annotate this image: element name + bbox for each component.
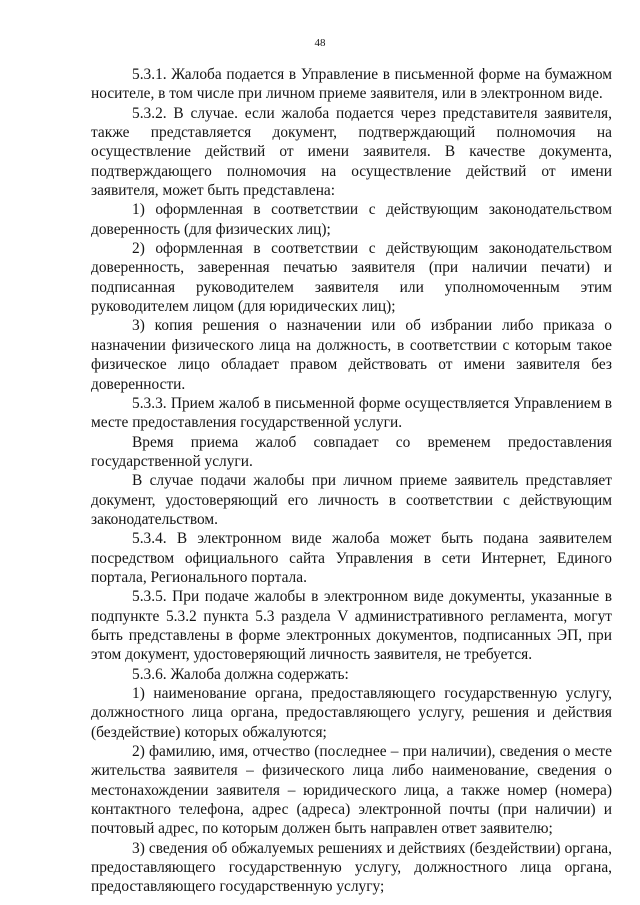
paragraph-5-3-3: 5.3.3. Прием жалоб в письменной форме осуществляется Управлением в месте предоставления государственной услуги. xyxy=(91,394,612,432)
list-item-appointment-decision-copy: 3) копия решения о назначении или об избрании либо приказа о назначении физического лица на должность, в соответствии с которым такое физическое лицо обладает правом действовать от имени заявителя без доверенности. xyxy=(91,317,612,393)
paragraph-5-3-4: 5.3.4. В электронном виде жалоба может быть подана заявителем посредством официального сайта Управления в сети Интернет, Единого портала, Регионального портала. xyxy=(91,530,612,586)
paragraph-5-3-2: 5.3.2. В случае. если жалоба подается через представителя заявителя, также представляется документ, подтверждающий полномочия на осуществление действий от имени заявителя. В качестве документа, подтверждающего полномочия на осуществление действий от имени заявителя, может быть представлена: xyxy=(91,104,612,200)
paragraph-5-3-5: 5.3.5. При подаче жалобы в электронном виде документы, указанные в подпункте 5.3.2 пункта 5.3 раздела V административного регламента, могут быть представлены в форме электронных документов, подписанных ЭП, при этом документ, удостоверяющий личность заявителя, не требуется. xyxy=(91,588,612,664)
paragraph-5-3-1: 5.3.1. Жалоба подается в Управление в письменной форме на бумажном носителе, в том числе при личном приеме заявителя, или в электронном виде. xyxy=(91,66,612,103)
paragraph-reception-time: Время приема жалоб совпадает со временем предоставления государственной услуги. xyxy=(91,433,612,470)
list-item-power-of-attorney-individuals: 1) оформленная в соответствии с действующим законодательством доверенность (для физических лиц); xyxy=(91,201,612,238)
list-item-appealed-decisions: 3) сведения об обжалуемых решениях и действиях (бездействии) органа, предоставляющего государственную услугу, должностного лица органа, предоставляющего государственную услугу; xyxy=(91,839,612,896)
list-item-body-name: 1) наименование органа, предоставляющего государственную услугу, должностного лица органа, предоставляющего услугу, решения и действия (бездействие) которых обжалуются; xyxy=(91,685,612,741)
paragraph-personal-reception: В случае подачи жалобы при личном приеме заявитель представляет документ, удостоверяющий его личность в соответствии с действующим законодательством. xyxy=(91,472,612,528)
document-body xyxy=(91,65,612,897)
paragraph-5-3-6: 5.3.6. Жалоба должна содержать: xyxy=(132,665,349,683)
list-item-power-of-attorney-legal-entities: 2) оформленная в соответствии с действующим законодательством доверенность, заверенная печатью заявителя (при наличии печати) и подписанная руководителем заявителя или уполномоченным этим руководителем лицом (для юридических лиц); xyxy=(91,240,612,316)
page-number: 48 xyxy=(314,37,326,49)
list-item-applicant-details: 2) фамилию, имя, отчество (последнее – при наличии), сведения о месте жительства заявителя – физического лица либо наименование, сведения о местонахождении заявителя – юридического лица, а также номер (номера) контактного телефона, адрес (адреса) электронной почты (при наличии) и почтовый адрес, по которым должен быть направлен ответ заявителю; xyxy=(91,743,612,838)
